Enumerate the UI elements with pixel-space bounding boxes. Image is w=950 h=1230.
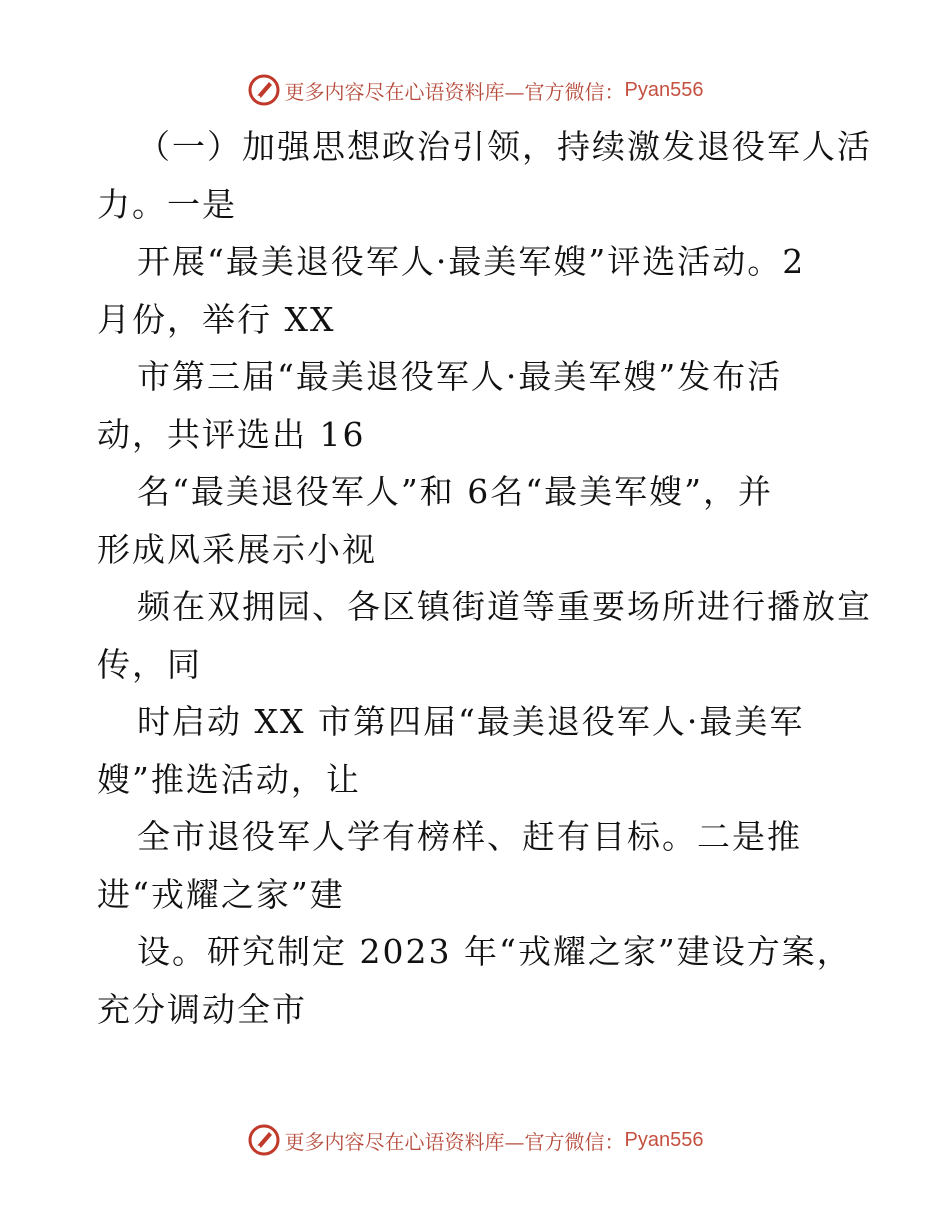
body-text-line: 月份，举行 XX bbox=[97, 299, 336, 339]
body-text-line: 市第三届“最美退役军人·最美军嫂”发布活 bbox=[137, 357, 783, 396]
document-body bbox=[97, 118, 872, 1038]
quill-pen-logo-icon bbox=[247, 73, 281, 107]
watermark-text: 更多内容尽在心语资料库—官方微信： bbox=[284, 1129, 625, 1154]
body-text-line: 频在双拥园、各区镇街道等重要场所进行播放宣 bbox=[137, 587, 872, 626]
body-text-line: 传，同 bbox=[97, 644, 202, 684]
body-text-line: 形成风采展示小视 bbox=[97, 529, 377, 569]
body-text-line: 全市退役军人学有榜样、赶有目标。二是推 bbox=[137, 817, 802, 856]
watermark-text: 更多内容尽在心语资料库—官方微信： bbox=[284, 79, 625, 104]
body-text-line: 进“戎耀之家”建 bbox=[97, 874, 345, 914]
body-text-line: 名“最美退役军人”和 6名“最美军嫂”，并 bbox=[137, 472, 773, 511]
body-text-line: （一）加强思想政治引领，持续激发退役军人活 bbox=[137, 127, 872, 166]
body-text-line: 开展“最美退役军人·最美军嫂”评选活动。2 bbox=[137, 242, 806, 281]
body-text-line: 设。研究制定 2023 年“戎耀之家”建设方案， bbox=[137, 932, 852, 971]
watermark-wechat-id: Pyan556 bbox=[624, 1128, 704, 1151]
header-watermark bbox=[0, 70, 950, 110]
body-text-line: 力。一是 bbox=[97, 184, 237, 224]
body-text-line: 时启动 XX 市第四届“最美退役军人·最美军 bbox=[137, 702, 805, 741]
body-text-line: 嫂”推选活动，让 bbox=[97, 759, 361, 799]
footer-watermark bbox=[0, 1120, 950, 1160]
quill-pen-logo-icon bbox=[247, 1123, 281, 1157]
body-text-line: 动，共评选出 16 bbox=[97, 414, 366, 454]
watermark-wechat-id: Pyan556 bbox=[624, 78, 704, 101]
body-text-line: 充分调动全市 bbox=[97, 989, 307, 1029]
